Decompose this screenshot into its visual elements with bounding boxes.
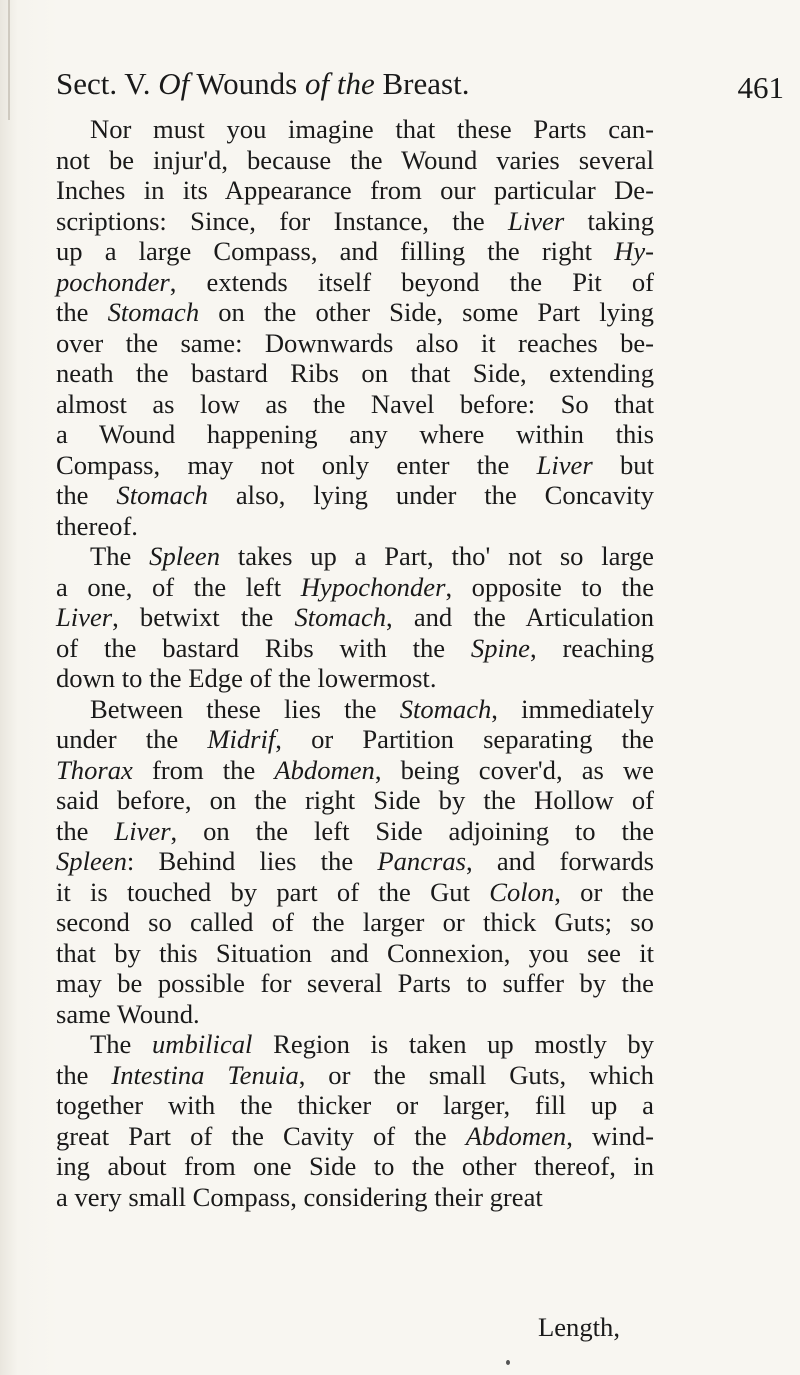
running-head-breast: Breast. <box>382 66 470 101</box>
page-number: 461 <box>737 70 784 105</box>
text-line: Inches in its Appearance from our particular De- <box>56 175 654 205</box>
text-line: The Spleen takes up a Part, tho' not so large <box>90 541 654 571</box>
text-line: the Liver, on the left Side adjoining to the <box>56 815 655 846</box>
ink-speck <box>506 1360 510 1365</box>
text-line: Compass, may not only enter the Liver but <box>56 449 654 480</box>
text-line: the Stomach on the other Side, some Part lying <box>56 297 654 327</box>
text-line: that by this Situation and Connexion, you see it <box>56 937 655 968</box>
text-line: the Stomach also, lying under the Concavity <box>56 480 654 510</box>
text-line: second so called of the larger or thick Guts; so <box>56 907 654 937</box>
text-line: a one, of the left Hypochonder, opposite to the <box>56 571 655 602</box>
running-head-of: Of <box>158 66 190 101</box>
text-line: over the same: Downwards also it reaches be- <box>56 327 655 358</box>
text-line: Liver, betwixt the Stomach, and the Articulation <box>56 602 655 632</box>
text-line: a very small Compass, considering their great <box>56 1181 543 1212</box>
running-head-wounds: Wounds <box>196 66 298 101</box>
paragraph <box>56 541 654 694</box>
text-line: a Wound happening any where within this <box>56 419 654 449</box>
text-line: Between these lies the Stomach, immediately <box>90 693 655 724</box>
text-line: neath the bastard Ribs on that Side, extending <box>56 358 655 388</box>
text-line: up a large Compass, and filling the right Hy- <box>56 236 655 266</box>
text-line: ing about from one Side to the other thereof, in <box>56 1151 655 1181</box>
running-head-section: Sect. V. <box>56 66 151 101</box>
text-line: Thorax from the Abdomen, being cover'd, as we <box>56 754 654 785</box>
page-header <box>56 66 784 110</box>
text-line: Spleen: Behind lies the Pancras, and forwards <box>56 846 654 876</box>
text-line: said before, on the right Side by the Hollow of <box>56 785 655 815</box>
text-line: thereof. <box>56 510 138 541</box>
text-line: not be injur'd, because the Wound varies several <box>56 144 655 175</box>
text-line: almost as low as the Navel before: So that <box>56 388 655 419</box>
catchword: Length, <box>538 1312 620 1342</box>
text-line: pochonder, extends itself beyond the Pit of <box>56 266 655 297</box>
text-line: together with the thicker or larger, fill up a <box>56 1090 654 1120</box>
text-line: it is touched by part of the Gut Colon, or the <box>56 876 655 907</box>
paragraph <box>56 694 654 1030</box>
running-head-of-the: of the <box>305 66 375 101</box>
text-line: Nor must you imagine that these Parts can- <box>90 114 654 144</box>
text-line: of the bastard Ribs with the Spine, reaching <box>56 632 654 663</box>
text-line: down to the Edge of the lowermost. <box>56 663 437 693</box>
text-line: under the Midrif, or Partition separating the <box>56 724 654 754</box>
running-head <box>56 66 469 102</box>
body-text <box>56 114 654 1212</box>
paragraph <box>56 114 654 541</box>
gutter-shadow <box>8 0 10 120</box>
text-line: great Part of the Cavity of the Abdomen, wind- <box>56 1120 655 1151</box>
text-line: the Intestina Tenuia, or the small Guts, which <box>56 1059 654 1090</box>
text-line: scriptions: Since, for Instance, the Liver taking <box>56 205 654 236</box>
text-line: same Wound. <box>56 998 200 1029</box>
text-line: may be possible for several Parts to suffer by the <box>56 968 654 998</box>
text-line: The umbilical Region is taken up mostly by <box>90 1029 654 1059</box>
paragraph <box>56 1029 654 1212</box>
